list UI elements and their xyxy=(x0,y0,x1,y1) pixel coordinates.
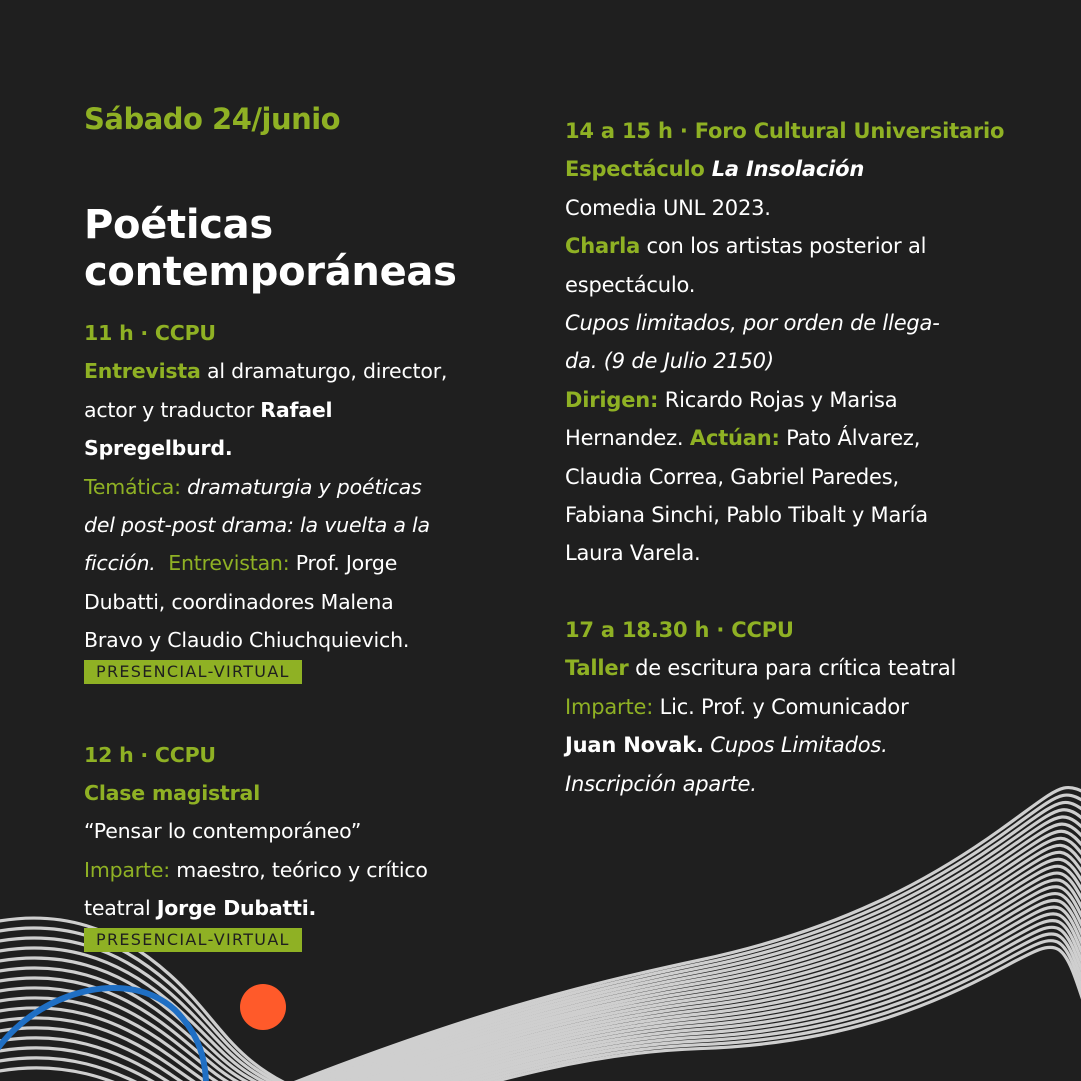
event-text: maestro, teórico y crítico xyxy=(169,857,428,882)
event-text: Hernandez. xyxy=(565,426,690,451)
modality-badge: PRESENCIAL-VIRTUAL xyxy=(84,660,302,684)
cast-text: Laura Varela. xyxy=(565,541,701,566)
event-time: 11 h · CCPU xyxy=(84,321,216,345)
guest-name: Jorge Dubatti. xyxy=(156,896,317,921)
cast-label: Actúan: xyxy=(689,426,780,451)
capacity-note: Cupos limitados, por orden de llega- xyxy=(565,311,940,336)
interviewers-text: Dubatti, coordinadores Malena xyxy=(84,589,394,614)
right-column xyxy=(565,112,1035,803)
event-workshop xyxy=(565,611,1035,803)
interviewers-text: Prof. Jorge xyxy=(289,551,398,576)
left-column xyxy=(84,102,524,952)
event-line xyxy=(565,649,1035,687)
event-line xyxy=(84,544,524,582)
imparte-label: Imparte: xyxy=(84,857,170,882)
event-text: al dramaturgo, director, xyxy=(200,359,448,384)
event-text: con los artistas posterior al xyxy=(640,234,927,259)
show-title: La Insolación xyxy=(711,157,865,182)
event-line xyxy=(84,851,524,889)
talk-label: Charla xyxy=(565,234,641,259)
event-line xyxy=(565,381,1035,419)
event-interview xyxy=(84,314,524,684)
cast-text: Fabiana Sinchi, Pablo Tibalt y María xyxy=(565,503,928,528)
event-text: actor y traductor xyxy=(84,397,261,422)
interviewers-label: Entrevistan: xyxy=(168,551,290,576)
guest-name: Rafael xyxy=(260,397,333,422)
orange-dot-decoration xyxy=(240,984,286,1030)
topic-text: ficción. xyxy=(84,551,156,576)
event-line xyxy=(565,150,1035,188)
capacity-note: Cupos Limitados. xyxy=(703,733,888,758)
event-text: espectáculo. xyxy=(565,272,696,297)
event-text: de escritura para crítica teatral xyxy=(628,656,957,681)
event-type-label: Clase magistral xyxy=(84,781,261,806)
title-line-1: Poéticas xyxy=(84,202,273,248)
page-title xyxy=(84,202,524,296)
event-line xyxy=(84,352,524,390)
modality-badge: PRESENCIAL-VIRTUAL xyxy=(84,928,302,952)
event-line xyxy=(84,468,524,506)
event-type-label: Espectáculo xyxy=(565,157,712,182)
imparte-label: Imparte: xyxy=(565,694,654,719)
event-text: Lic. Prof. y Comunicador xyxy=(653,694,909,719)
event-show xyxy=(565,112,1035,573)
event-line xyxy=(565,227,1035,265)
topic-text: del post-post drama: la vuelta a la xyxy=(84,513,430,538)
event-masterclass xyxy=(84,736,524,952)
interviewers-text: Bravo y Claudio Chiuchquievich. xyxy=(84,628,410,653)
event-time: 12 h · CCPU xyxy=(84,742,216,767)
cast-text: Claudia Correa, Gabriel Paredes, xyxy=(565,464,899,489)
event-type-label: Entrevista xyxy=(84,359,201,384)
topic-label: Temática: xyxy=(84,474,181,499)
event-line xyxy=(565,726,1035,764)
class-title: “Pensar lo contemporáneo” xyxy=(84,819,362,844)
event-date: Sábado 24/junio xyxy=(84,102,341,136)
event-line xyxy=(565,688,1035,726)
event-line xyxy=(565,419,1035,457)
event-text: Ricardo Rojas y Marisa xyxy=(658,387,898,412)
event-time: 17 a 18.30 h · CCPU xyxy=(565,617,794,642)
capacity-note: da. (9 de Julio 2150) xyxy=(565,349,774,374)
capacity-note: Inscripción aparte. xyxy=(565,771,757,796)
event-time: 14 a 15 h · Foro Cultural Universitario xyxy=(565,119,1005,143)
event-line xyxy=(84,889,524,927)
event-line xyxy=(84,391,524,429)
direction-label: Dirigen: xyxy=(565,387,659,412)
title-line-2: contemporáneas xyxy=(84,249,457,295)
guest-name: Spregelburd. xyxy=(84,436,233,461)
cast-text: Pato Álvarez, xyxy=(779,426,921,451)
topic-text: dramaturgia y poéticas xyxy=(180,474,422,499)
event-type-label: Taller xyxy=(565,656,629,681)
show-description: Comedia UNL 2023. xyxy=(565,195,771,220)
event-text: teatral xyxy=(84,896,157,921)
guest-name: Juan Novak. xyxy=(565,733,704,758)
